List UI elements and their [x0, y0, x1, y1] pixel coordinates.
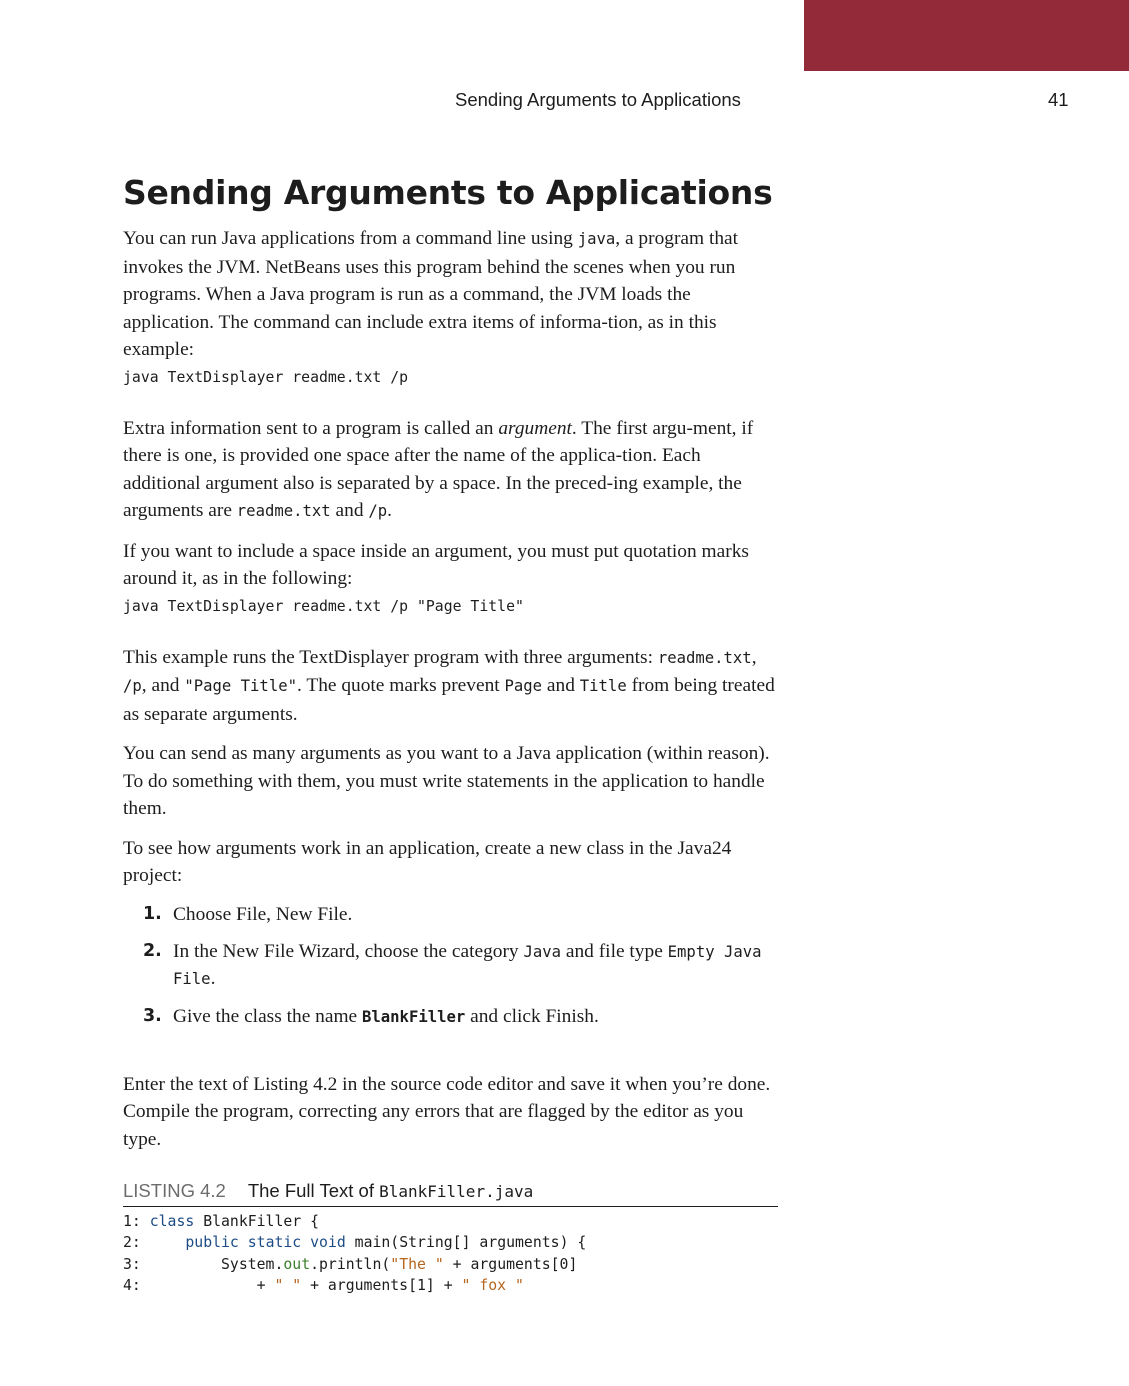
page-number: 41: [1048, 89, 1069, 110]
code-listing: [123, 1211, 778, 1296]
paragraph-quotation-marks: If you want to include a space inside an argument, you must put quotation marks around it, as in the following:: [123, 540, 749, 589]
code-example-2: java TextDisplayer readme.txt /p "Page Title": [123, 597, 524, 615]
paragraph-many-arguments: You can send as many arguments as you want to a Java application (within reason). To do something with them, you must write statements in the application to handle them.: [123, 743, 770, 819]
corner-color-tab: [804, 0, 1129, 71]
step-number: 3.: [143, 1006, 162, 1026]
code-example-1: java TextDisplayer readme.txt /p: [123, 368, 409, 386]
inline-code: Page: [504, 677, 543, 695]
steps-list: [123, 902, 778, 1031]
inline-code: Title: [579, 677, 627, 695]
page-content: [123, 170, 778, 1296]
listing-filename: BlankFiller.java: [379, 1182, 534, 1201]
step-number: 2.: [143, 941, 162, 961]
inline-code: readme.txt: [236, 502, 331, 520]
listing-label: LISTING 4.2: [123, 1180, 226, 1201]
code-line-1: 1: class BlankFiller {: [123, 1213, 319, 1230]
inline-code: "Page Title": [184, 677, 297, 695]
class-name: BlankFiller: [362, 1008, 466, 1026]
paragraph-intro: You can run Java applications from a command line using java, a program that invokes the JVM. NetBeans uses this program behind the scenes when you run programs. When a Java program is run as a command, the JVM loads the application. The command can include extra items of informa-tion, as in this example:: [123, 228, 739, 360]
inline-code: readme.txt: [657, 648, 752, 667]
section-title: Sending Arguments to Applications: [123, 173, 773, 212]
step-item: 2. In the New File Wizard, choose the category Java and file type Empty Java File.: [143, 941, 762, 989]
running-header: Sending Arguments to Applications: [455, 89, 741, 110]
listing-title: The Full Text of: [247, 1180, 380, 1201]
inline-code: Java: [523, 943, 562, 961]
code-line-4: 4: + " " + arguments[1] + " fox ": [123, 1276, 524, 1294]
code-line-3: 3: System.out.println("The " + arguments[0]: [123, 1255, 578, 1273]
paragraph-three-arguments: This example runs the TextDisplayer program with three arguments: readme.txt, /p, and "Page Title". The quote marks prevent Page and Title from being treated as separate arguments.: [123, 646, 775, 725]
paragraph-argument-definition: Extra information sent to a program is called an argument. The first argu-ment, if there is one, is provided one space after the name of the applica-tion. Each additional argument also is separated by a space. In the preced-ing example, the arguments are readme.txt and /p.: [123, 417, 754, 521]
paragraph-create-class: To see how arguments work in an application, create a new class in the Java24 project:: [123, 837, 732, 886]
inline-code: Empty Java File: [173, 943, 762, 988]
code-line-2: 2: public static void main(String[] arguments) {: [123, 1234, 587, 1252]
inline-code: /p: [123, 677, 142, 695]
paragraph-enter-listing: Enter the text of Listing 4.2 in the source code editor and save it when you’re done. Compile the program, correcting any errors that are flagged by the editor as you type.: [123, 1073, 771, 1150]
step-item: 1. Choose File, New File.: [123, 902, 778, 928]
emphasis-term: argument: [498, 417, 572, 439]
step-item: 3. Give the class the name BlankFiller and click Finish.: [123, 1004, 778, 1031]
inline-code: java: [577, 230, 616, 248]
step-number: 1.: [143, 903, 162, 924]
listing-caption: [123, 1179, 778, 1207]
inline-code: /p: [368, 502, 388, 520]
